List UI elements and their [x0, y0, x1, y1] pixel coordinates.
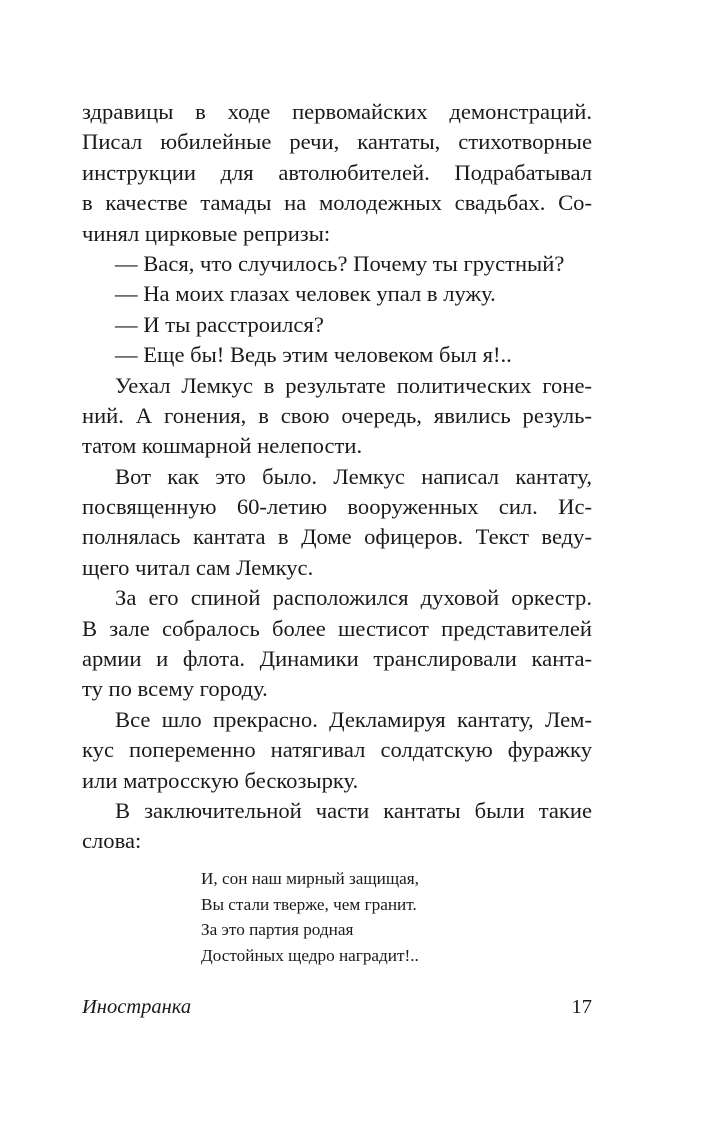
body-text	[82, 97, 592, 857]
text-line: посвященную 60-летию вооруженных сил. Ис-	[82, 494, 592, 520]
text-line: Вот как это было. Лемкус написал кантату,	[115, 463, 592, 489]
text-line: Уехал Лемкус в результате политических гоне-	[115, 372, 592, 398]
text-line: полнялась кантата в Доме офицеров. Текст веду-	[82, 524, 592, 550]
text-line: инструкции для автолюбителей. Подрабатывал	[82, 159, 592, 185]
text-line: — На моих глазах человек упал в лужу.	[115, 281, 496, 307]
text-line: За его спиной расположился духовой оркестр.	[115, 585, 592, 611]
text-line: щего читал сам Лемкус.	[82, 554, 314, 580]
poem-quote	[201, 866, 419, 968]
poem-line: Вы стали тверже, чем гранит.	[201, 894, 417, 914]
text-line: кус попеременно натягивал солдатскую фуражку	[82, 737, 592, 763]
text-line: ний. А гонения, в свою очередь, явились резуль-	[82, 402, 592, 428]
text-line: татом кошмарной нелепости.	[82, 433, 363, 459]
poem-line: За это партия родная	[201, 920, 354, 940]
running-footer-title: Иностранка	[82, 996, 192, 1018]
text-line: В заключительной части кантаты были такие	[115, 797, 592, 823]
poem-line: И, сон наш мирный защищая,	[201, 869, 419, 888]
text-line: Писал юбилейные речи, кантаты, стихотворные	[82, 129, 592, 155]
text-line: Все шло прекрасно. Декламируя кантату, Лем-	[115, 706, 592, 732]
text-line: слова:	[82, 828, 142, 854]
poem-line: Достойных щедро наградит!..	[201, 945, 419, 965]
text-line: или матросскую бескозырку.	[82, 767, 359, 793]
text-line: — И ты расстроился?	[115, 311, 324, 337]
text-line: в качестве тамады на молодежных свадьбах. Со-	[82, 190, 592, 216]
text-line: здравицы в ходе первомайских демонстраций.	[82, 99, 592, 124]
text-line: чинял цирковые репризы:	[82, 220, 331, 246]
text-line: — Еще бы! Ведь этим человеком был я!..	[115, 342, 512, 368]
text-line: армии и флота. Динамики транслировали канта-	[82, 646, 592, 672]
page-number: 17	[571, 996, 592, 1018]
text-line: В зале собралось более шестисот представителей	[82, 615, 592, 641]
text-line: ту по всему городу.	[82, 676, 268, 702]
text-line: — Вася, что случилось? Почему ты грустный?	[115, 250, 565, 276]
